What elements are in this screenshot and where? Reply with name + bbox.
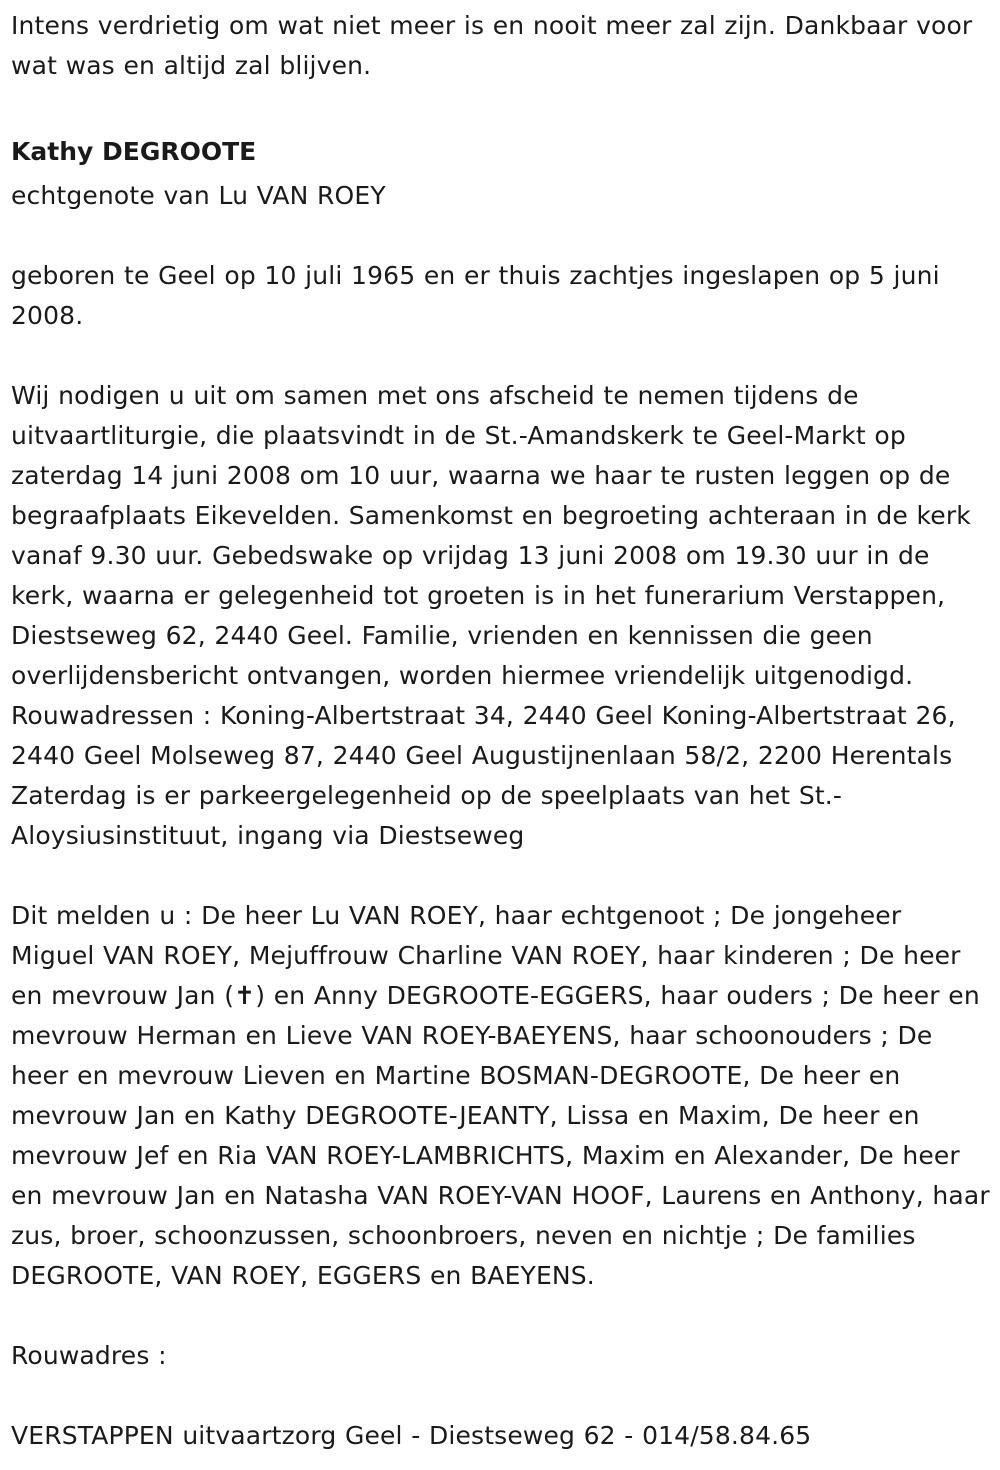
funeral-home-line: VERSTAPPEN uitvaartzorg Geel - Diestseweg 62 - 014/58.84.65 (11, 1421, 812, 1450)
spacer (11, 856, 993, 896)
spacer (11, 336, 993, 376)
announcers-text: Dit melden u : De heer Lu VAN ROEY, haar echtgenoot ; De jongeheer Miguel VAN ROEY, Mejuffrouw Charline VAN ROEY, haar kinderen ; De heer en mevrouw Jan (✝) en Anny DEGROOTE-EGGERS, haar ouders ; De heer en mevrouw Herman en Lieve VAN ROEY-BAEYENS, haar schoonouders ; De heer en mevrouw Lieven en Martine BOSMAN-DEGROOTE, De heer en mevrouw Jan en Kathy DEGROOTE-JEANTY, Lissa en Maxim, De heer en mevrouw Jef en Ria VAN ROEY-LAMBRICHTS, Maxim en Alexander, De heer en mevrouw Jan en Natasha VAN ROEY-VAN HOOF, Laurens en Anthony, haar zus, broer, schoonzussen, schoonbroers, neven en nichtje ; De families DEGROOTE, VAN ROEY, EGGERS en BAEYENS. (11, 901, 990, 1290)
address-label: Rouwadres : (11, 1341, 167, 1370)
invitation-text: Wij nodigen u uit om samen met ons afscheid te nemen tijdens de uitvaartliturgie, die plaatsvindt in de St.-Amandskerk te Geel-Markt op zaterdag 14 juni 2008 om 10 uur, waarna we haar te rusten leggen op de begraafplaats Eikevelden. Samenkomst en begroeting achteraan in de kerk vanaf 9.30 uur. Gebedswake op vrijdag 13 juni 2008 om 19.30 uur in de kerk, waarna er gelegenheid tot groeten is in het funerarium Verstappen, Diestseweg 62, 2440 Geel. Familie, vrienden en kennissen die geen overlijdensbericht ontvangen, worden hiermee vriendelijk uitgenodigd. Rouwadressen : Koning-Albertstraat 34, 2440 Geel Koning-Albertstraat 26, 2440 Geel Molseweg 87, 2440 Geel Augustijnenlaan 58/2, 2200 Herentals Zaterdag is er parkeergelegenheid op de speelplaats van het St.-Aloysiusinstituut, ingang via Diestseweg (11, 381, 971, 850)
deceased-name: Kathy DEGROOTE (11, 137, 257, 166)
deceased-relation: echtgenote van Lu VAN ROEY (11, 181, 386, 210)
spacer (11, 216, 993, 256)
spacer (11, 1296, 993, 1336)
intro-text: Intens verdrietig om wat niet meer is en nooit meer zal zijn. Dankbaar voor wat was en altijd zal blijven. (11, 11, 973, 80)
spacer (11, 1376, 993, 1416)
obituary-document (11, 0, 993, 1456)
birth-death-text: geboren te Geel op 10 juli 1965 en er thuis zachtjes ingeslapen op 5 juni 2008. (11, 261, 940, 330)
spacer (11, 86, 993, 126)
